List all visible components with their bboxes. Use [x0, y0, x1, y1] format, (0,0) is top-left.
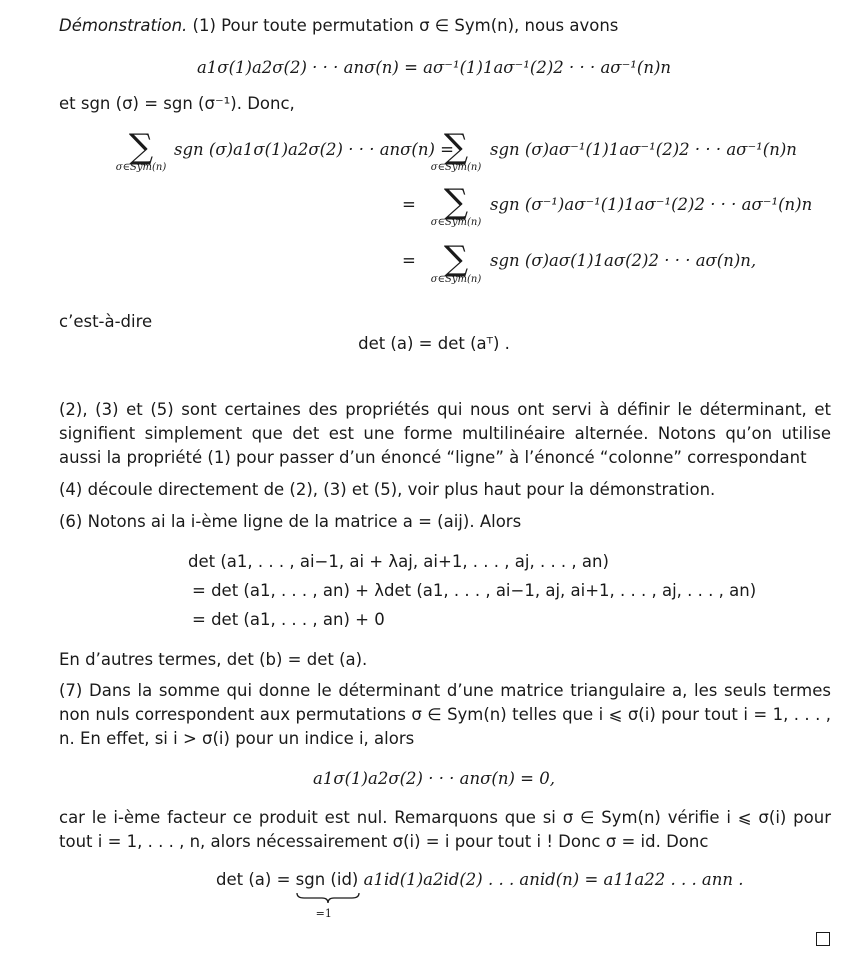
sigma-icon: ∑ — [443, 182, 469, 222]
final-lhs: det (a) = — [216, 870, 291, 889]
sum-rhs2-text: sgn (σ⁻¹)aσ⁻¹(1)1aσ⁻¹(2)2 · · · aσ⁻¹(n)n — [490, 195, 813, 214]
paragraph-7: (7) Dans la somme qui donne le déterminant d’une matrice triangulaire a, les seuls termes non nuls correspondent aux permutations σ ∈ Sym(n) telles que i ⩽ σ(i) pour tout i = 1, . . . , n. En effet, si i > σ(i) pour un indice i, alors — [59, 681, 831, 748]
paragraph-4: (4) découle directement de (2), (3) et (5), voir plus haut pour la démonstration. — [59, 480, 716, 499]
sgn-id: sgn (id) — [295, 870, 359, 889]
equation-7-text: a1σ(1)a2σ(2) · · · anσ(n) = 0, — [313, 769, 555, 788]
qed-square-icon — [816, 932, 830, 946]
equation-1 — [0, 56, 868, 80]
sum-rhs2 — [490, 193, 812, 217]
sum-label: σ∈Sym(n) — [430, 217, 482, 228]
eq6-line2: = det (a1, . . . , an) + λdet (a1, . . . , ai−1, aj, ai+1, . . . , aj, . . . , an) — [192, 581, 757, 600]
cest-a-dire: c’est-à-dire — [59, 312, 153, 331]
sum-rhs1-text: sgn (σ)aσ⁻¹(1)1aσ⁻¹(2)2 · · · aσ⁻¹(n)n — [490, 140, 797, 159]
sgn-id-brace-group — [295, 868, 359, 920]
paragraph-7-cont: car le i-ème facteur ce produit est nul. Remarquons que si σ ∈ Sym(n) vérifie i ⩽ σ(i) pour tout i = 1, . . . , n, alors nécessairement σ(i) = i pour tout i ! Donc σ = id. Donc — [59, 808, 831, 851]
p1-intro: (1) Pour toute permutation σ ∈ Sym(n), nous avons — [192, 16, 619, 35]
sum-label: σ∈Sym(n) — [430, 162, 482, 173]
det-transpose — [0, 332, 868, 356]
sum-rhs3-sigma — [410, 239, 502, 286]
equation-1-text: a1σ(1)a2σ(2) · · · anσ(n) = aσ⁻¹(1)1aσ⁻¹(2)2 · · · aσ⁻¹(n)n — [196, 58, 672, 77]
sum-rhs3 — [490, 249, 756, 273]
demo-intro — [59, 14, 831, 38]
sum-rhs1 — [490, 138, 797, 162]
final-equation — [216, 868, 744, 920]
final-rhs: a1id(1)a2id(2) . . . anid(n) = a11a22 . . . ann . — [363, 870, 744, 889]
eq6-line1: det (a1, . . . , ai−1, ai + λaj, ai+1, . . . , aj, . . . , an) — [188, 552, 609, 571]
paragraph-2: (2), (3) et (5) sont certaines des propriétés qui nous ont servi à définir le déterminant, et signifient simplement que det est une forme multilinéaire alternée. Notons qu’on utilise aussi la propriété (1) pour passer d’un énoncé “ligne” à l’énoncé “colonne” correspondant — [59, 400, 831, 467]
sum-label: σ∈Sym(n) — [430, 274, 482, 285]
sum-rhs3-text: sgn (σ)aσ(1)1aσ(2)2 · · · aσ(n)n, — [490, 251, 757, 270]
sigma-icon: ∑ — [443, 239, 469, 279]
p1-sgn: et sgn (σ) = sgn (σ⁻¹). Donc, — [59, 94, 295, 113]
sum-rhs1-sigma — [410, 127, 502, 174]
det-transpose-text: det (a) = det (aᵀ) . — [358, 334, 510, 353]
paragraph-6: (6) Notons ai la i-ème ligne de la matrice a = (aij). Alors — [59, 512, 522, 531]
sum-rhs2-sigma — [410, 182, 502, 229]
demo-title: Démonstration. — [59, 16, 188, 35]
paragraph-6-end: En d’autres termes, det (b) = det (a). — [59, 650, 368, 669]
brace-label: =1 — [315, 907, 332, 920]
sum-label: σ∈Sym(n) — [115, 162, 167, 173]
equals-3: = — [402, 251, 416, 270]
eq6-line3: = det (a1, . . . , an) + 0 — [192, 610, 385, 629]
equation-7 — [0, 767, 868, 791]
equals-2: = — [402, 195, 416, 214]
sum-lhs-text: sgn (σ)a1σ(1)a2σ(2) · · · anσ(n) = — [174, 140, 454, 159]
sigma-icon: ∑ — [128, 127, 154, 167]
sigma-icon: ∑ — [443, 127, 469, 167]
